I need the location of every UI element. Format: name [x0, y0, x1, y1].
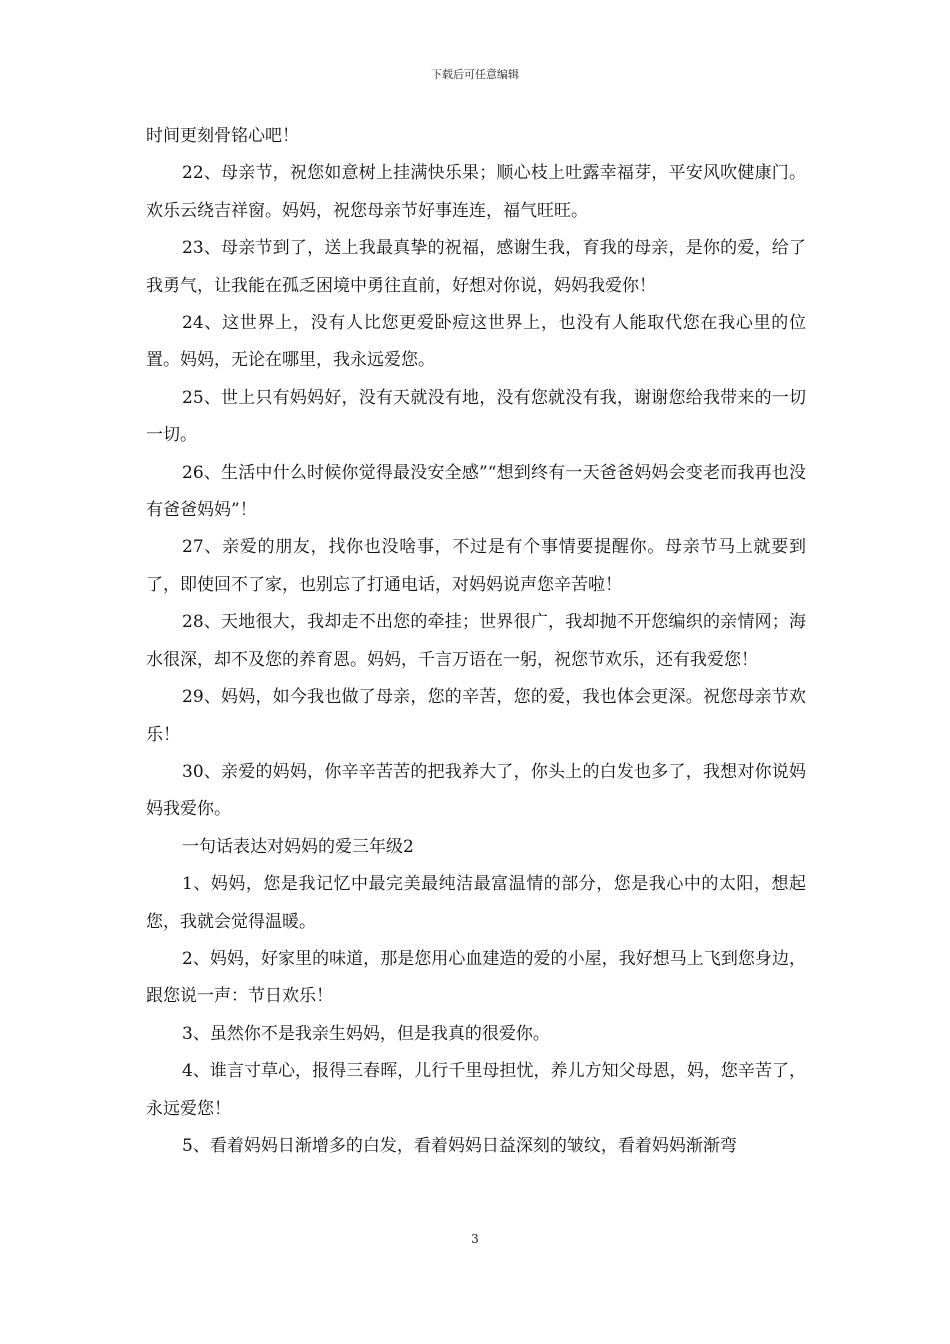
paragraph: 27、亲爱的朋友，找你也没啥事，不过是有个事情要提醒你。母亲节马上就要到了，即使回不了家，也别忘了打通电话，对妈妈说声您辛苦啦！: [146, 537, 806, 595]
paragraph: 时间更刻骨铭心吧！: [146, 126, 299, 146]
paragraph: 22、母亲节，祝您如意树上挂满快乐果；顺心枝上吐露幸福芽，平安风吹健康门。欢乐云绕吉祥窗。妈妈，祝您母亲节好事连连，福气旺旺。: [146, 163, 806, 221]
paragraph: 30、亲爱的妈妈，你辛辛苦苦的把我养大了，你头上的白发也多了，我想对你说妈妈我爱你。: [146, 761, 806, 820]
paragraph: 5、看着妈妈日渐增多的白发，看着妈妈日益深刻的皱纹，看着妈妈渐渐弯: [182, 1135, 737, 1156]
paragraph: 24、这世界上，没有人比您更爱卧痘这世界上，也没有人能取代您在我心里的位置。妈妈，无论在哪里，我永远爱您。: [146, 313, 806, 371]
section-heading: 一句话表达对妈妈的爱三年级2: [182, 836, 414, 857]
paragraph: 28、天地很大，我却走不出您的牵挂；世界很广，我却抛不开您编织的亲情网；海水很深，却不及您的养育恩。妈妈，千言万语在一躬，祝您节欢乐，还有我爱您！: [146, 612, 806, 670]
page-header: 下载后可任意编辑: [431, 68, 519, 81]
document-body: [146, 118, 806, 1165]
paragraph: 1、妈妈，您是我记忆中最完美最纯洁最富温情的部分，您是我心中的太阳，想起您，我就会觉得温暖。: [146, 874, 806, 932]
page-number: 3: [471, 1232, 479, 1246]
paragraph: 26、生活中什么时候你觉得最没安全感”“想到终有一天爸爸妈妈会变老而我再也没有爸爸妈妈”！: [146, 462, 806, 521]
paragraph: 23、母亲节到了，送上我最真挚的祝福，感谢生我，育我的母亲，是你的爱，给了我勇气，让我能在孤乏困境中勇往直前，好想对你说，妈妈我爱你！: [146, 238, 806, 296]
paragraph: 4、谁言寸草心，报得三春晖，儿行千里母担忧，养儿方知父母恩，妈，您辛苦了，永远爱您！: [146, 1061, 806, 1119]
paragraph: 3、虽然你不是我亲生妈妈，但是我真的很爱你。: [182, 1023, 550, 1044]
paragraph: 29、妈妈，如今我也做了母亲，您的辛苦，您的爱，我也体会更深。祝您母亲节欢乐！: [146, 687, 806, 745]
paragraph: 25、世上只有妈妈好，没有天就没有地，没有您就没有我，谢谢您给我带来的一切一切。: [146, 387, 806, 446]
paragraph: 2、妈妈，好家里的味道，那是您用心血建造的爱的小屋，我好想马上飞到您身边，跟您说一声：节日欢乐！: [146, 948, 806, 1007]
